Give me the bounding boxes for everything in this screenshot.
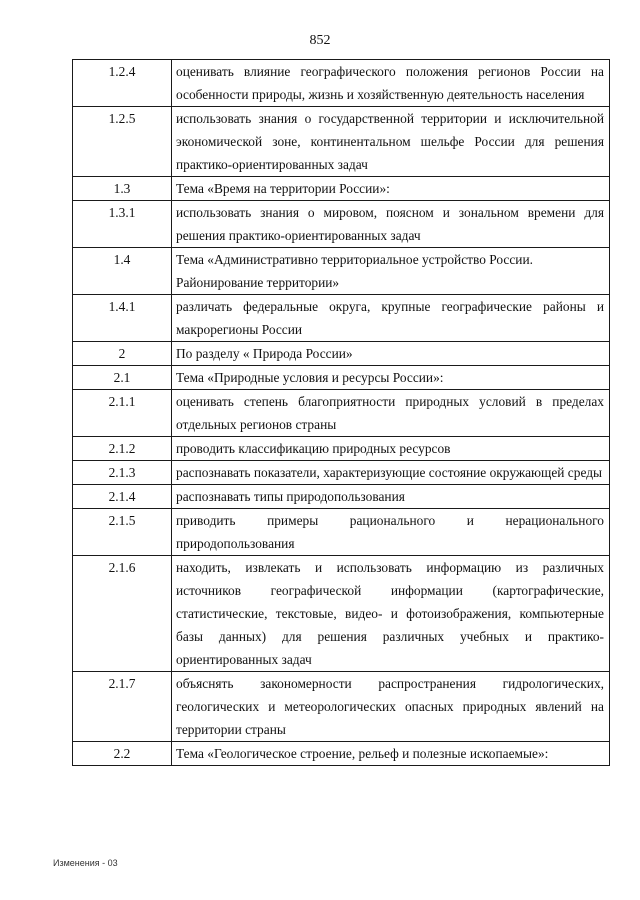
item-code: 1.3 [73,177,172,201]
requirement-text: объяснять закономерности распространения гидрологических, геологических и метеорологических опасных природных явлений на территории страны [172,672,610,742]
table-row [73,177,610,201]
table-row [73,672,610,742]
table-row [73,437,610,461]
table-row [73,390,610,437]
item-code: 2.1.5 [73,509,172,556]
topic-heading: По разделу « Природа России» [172,342,610,366]
item-code: 1.2.5 [73,107,172,177]
table-row [73,509,610,556]
topic-heading: Тема «Природные условия и ресурсы России»: [172,366,610,390]
table-row [73,485,610,509]
item-code: 2 [73,342,172,366]
item-code: 1.3.1 [73,201,172,248]
item-code: 2.1.6 [73,556,172,672]
topic-heading: Тема «Геологическое строение, рельеф и полезные ископаемые»: [172,742,610,766]
requirements-table [72,59,610,766]
requirement-text: распознавать показатели, характеризующие состояние окружающей среды [172,461,610,485]
requirement-text: распознавать типы природопользования [172,485,610,509]
topic-heading: Тема «Административно территориальное устройство России. Районирование территории» [172,248,610,295]
table-row [73,248,610,295]
page-number: 852 [309,33,331,48]
topic-heading: Тема «Время на территории России»: [172,177,610,201]
requirement-text: использовать знания о государственной территории и исключительной экономической зоне, континентальном шельфе России для решения практико-ориентированных задач [172,107,610,177]
requirement-text: находить, извлекать и использовать информацию из различных источников географической информации (картографические, статистические, текстовые, видео- и фотоизображения, компьютерные базы данных) для решения различных учебных и практико-ориентированных задач [172,556,610,672]
footer-revision-note: Изменения - 03 [53,858,118,868]
item-code: 1.2.4 [73,60,172,107]
item-code: 2.1.4 [73,485,172,509]
table-row [73,295,610,342]
requirement-text: использовать знания о мировом, поясном и зональном времени для решения практико-ориентированных задач [172,201,610,248]
table-row [73,742,610,766]
item-code: 2.1 [73,366,172,390]
item-code: 2.1.2 [73,437,172,461]
item-code: 1.4.1 [73,295,172,342]
requirement-text: оценивать степень благоприятности природных условий в пределах отдельных регионов страны [172,390,610,437]
table-body [73,60,610,766]
requirement-text: проводить классификацию природных ресурсов [172,437,610,461]
table-row [73,461,610,485]
item-code: 1.4 [73,248,172,295]
requirement-text: различать федеральные округа, крупные географические районы и макрорегионы России [172,295,610,342]
item-code: 2.1.3 [73,461,172,485]
item-code: 2.1.1 [73,390,172,437]
item-code: 2.2 [73,742,172,766]
table-row [73,366,610,390]
table-row [73,60,610,107]
table-row [73,342,610,366]
table-row [73,556,610,672]
table-row [73,201,610,248]
requirement-text: приводить примеры рационального и нерационального природопользования [172,509,610,556]
requirement-text: оценивать влияние географического положения регионов России на особенности природы, жизнь и хозяйственную деятельность населения [172,60,610,107]
item-code: 2.1.7 [73,672,172,742]
table-row [73,107,610,177]
